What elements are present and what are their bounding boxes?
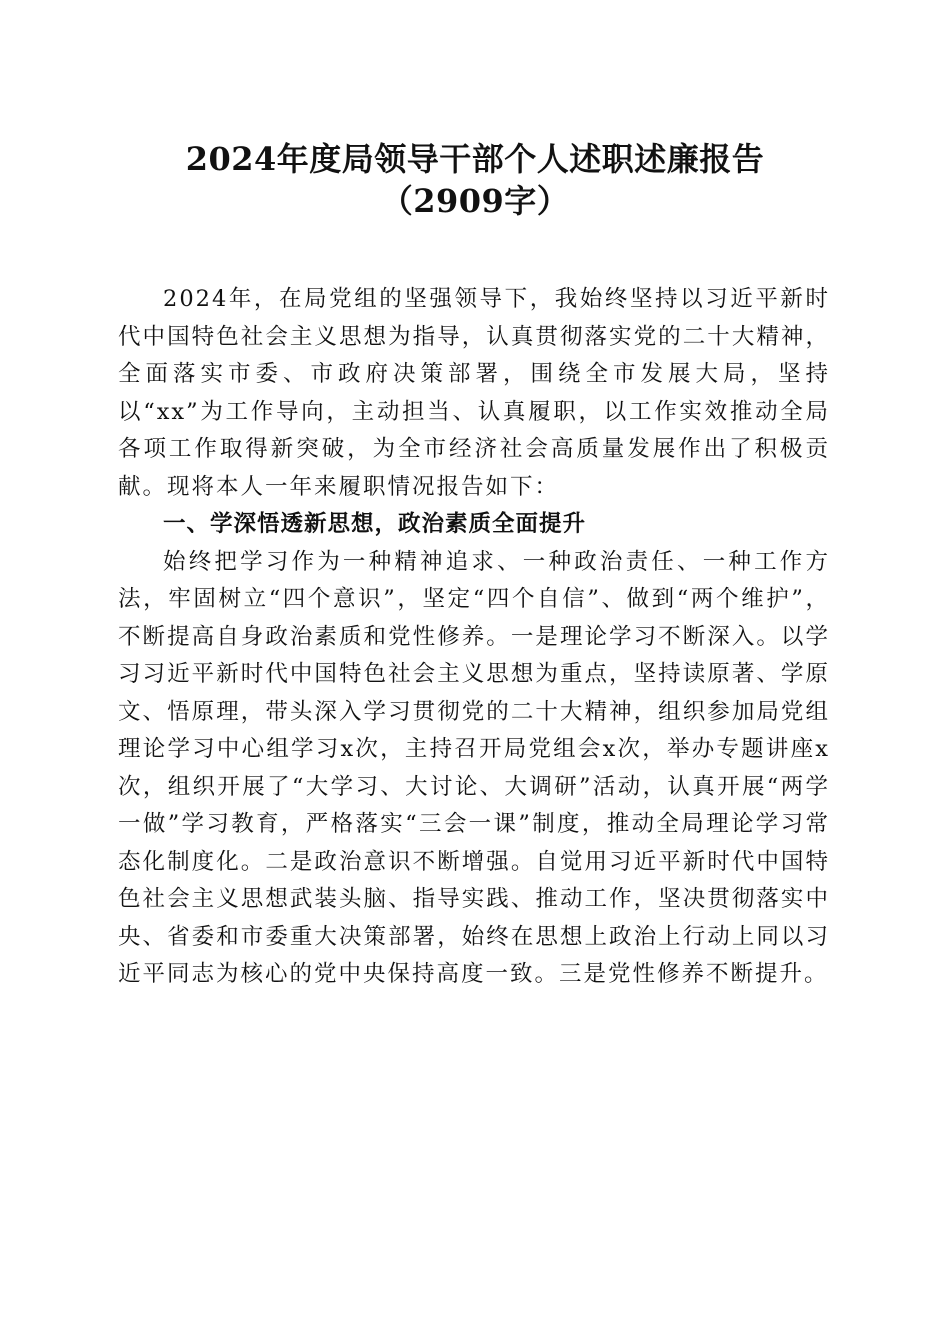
title-line-wordcount: （2909字） <box>380 182 570 220</box>
section-1-paragraph: 始终把学习作为一种精神追求、一种政治责任、一种工作方法，牢固树立“四个意识”，坚定“四个自信”、做到“两个维护”，不断提高自身政治素质和党性修养。一是理论学习不断深入。以学习习近平新时代中国特色社会主义思想为重点，坚持读原著、学原文、悟原理，带头深入学习贯彻党的二十大精神，组织参加局党组理论学习中心组学习x次，主持召开局党组会x次，举办专题讲座x次，组织开展了“大学习、大讨论、大调研”活动，认真开展“两学一做”学习教育，严格落实“三会一课”制度，推动全局理论学习常态化制度化。二是政治意识不断增强。自觉用习近平新时代中国特色社会主义思想武装头脑、指导实践、推动工作，坚决贯彻落实中央、省委和市委重大决策部署，始终在思想上政治上行动上同以习近平同志为核心的党中央保持高度一致。三是党性修养不断提升。 <box>118 548 830 987</box>
section-heading-1: 一、学深悟透新思想，政治素质全面提升 <box>163 511 587 537</box>
document-title <box>0 138 950 222</box>
document-body <box>118 281 830 994</box>
title-line-main: 2024年度局领导干部个人述职述廉报告 <box>185 140 765 178</box>
intro-paragraph: 2024年，在局党组的坚强领导下，我始终坚持以习近平新时代中国特色社会主义思想为指导，认真贯彻落实党的二十大精神，全面落实市委、市政府决策部署，围绕全市发展大局，坚持以“xx”为工作导向，主动担当、认真履职，以工作实效推动全局各项工作取得新突破，为全市经济社会高质量发展作出了积极贡献。现将本人一年来履职情况报告如下： <box>118 286 830 500</box>
